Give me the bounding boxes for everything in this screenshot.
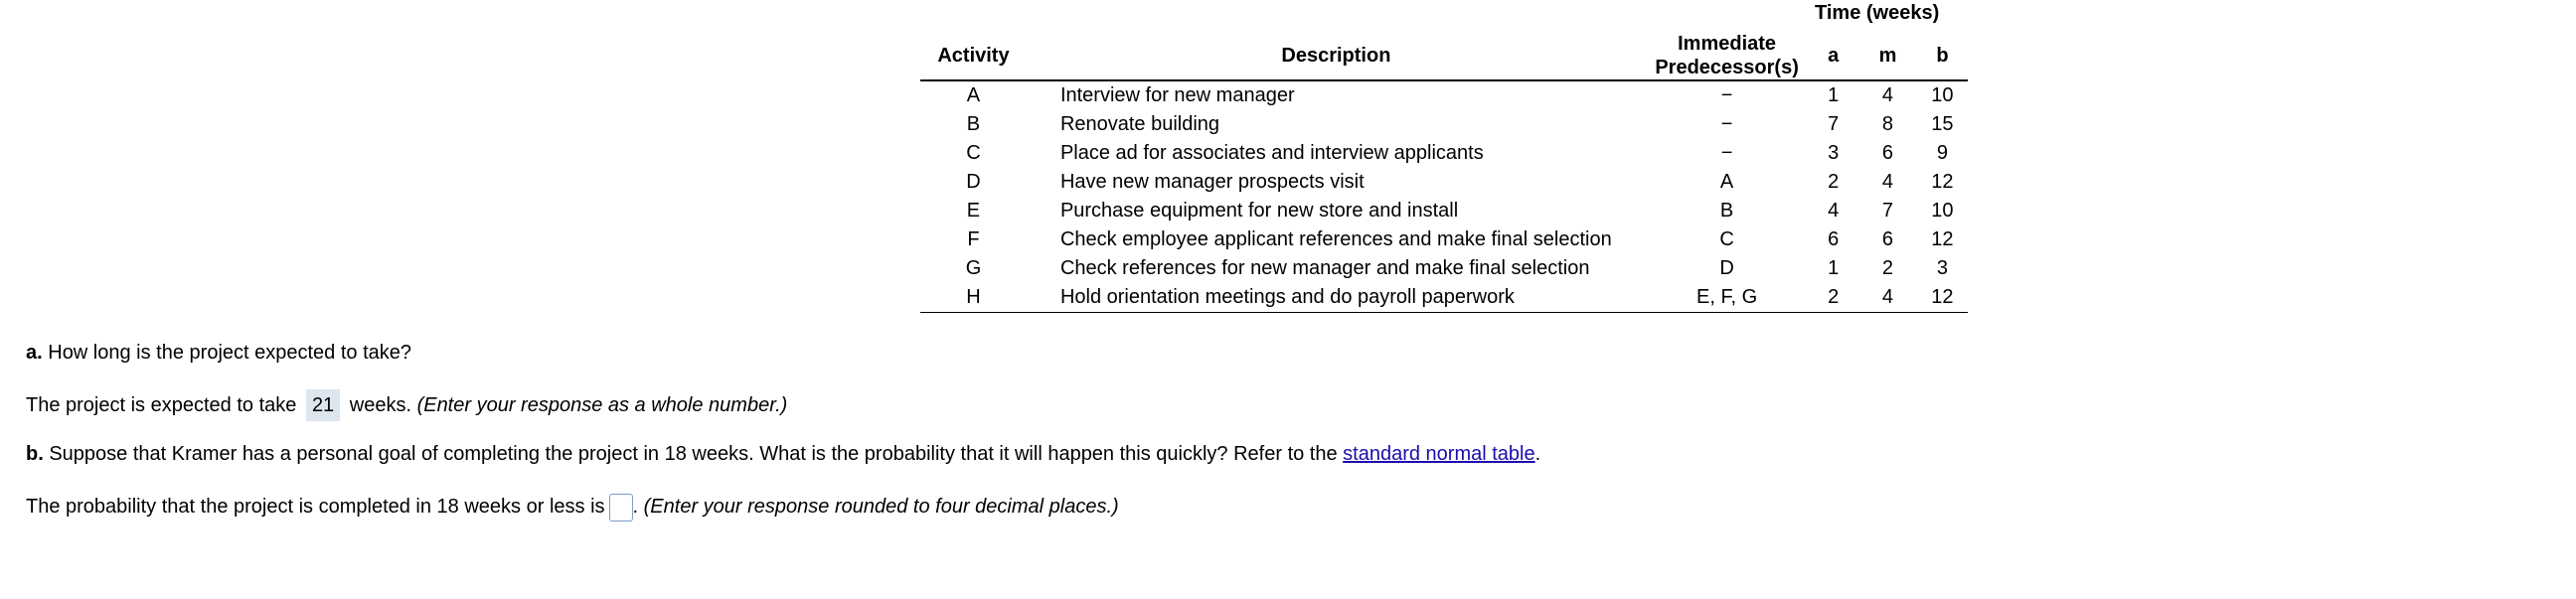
header-predecessor-line2: Predecessor(s) (1655, 57, 1799, 78)
cell-predecessor: − (1720, 84, 1733, 106)
header-m: m (1858, 32, 1917, 80)
time-weeks-header: Time (weeks) (1815, 2, 1940, 24)
table-row (920, 225, 1968, 254)
answer-b-hint: (Enter your response rounded to four decimal places.) (643, 496, 1119, 518)
cell-predecessor: E, F, G (1646, 283, 1808, 313)
cell-predecessor: A (1719, 171, 1734, 193)
header-predecessors (1646, 32, 1808, 80)
table-row (920, 254, 1968, 283)
answer-a-hint: (Enter your response as a whole number.) (416, 394, 788, 416)
cell-predecessor: B (1719, 200, 1734, 222)
cell-a: 3 (1828, 142, 1840, 164)
question-b-end: . (1534, 443, 1541, 465)
cell-activity: G (965, 257, 982, 279)
question-b-text: Suppose that Kramer has a personal goal of completing the project in 18 weeks. What is the probability that it will happen this quickly? Refer to the (43, 443, 1344, 465)
cell-m: 4 (1881, 171, 1894, 193)
answer-b-prefix: The probability that the project is completed in 18 weeks or less is (26, 496, 605, 518)
cell-description: Purchase equipment for new store and install (1059, 200, 1459, 222)
cell-a: 1 (1828, 84, 1840, 106)
cell-activity: C (966, 142, 981, 164)
cell-a: 1 (1828, 257, 1840, 279)
cell-predecessor: C (1719, 228, 1734, 250)
cell-a: 4 (1828, 200, 1840, 222)
cell-b: 12 (1917, 283, 1968, 313)
answer-a-value[interactable]: 21 (306, 389, 340, 421)
cell-activity: E (966, 200, 981, 222)
question-a-label: a. (26, 342, 43, 364)
cell-b: 10 (1931, 84, 1954, 106)
answer-b-suffix: . (632, 496, 639, 518)
table-row (920, 80, 1968, 110)
cell-description: Interview for new manager (1059, 84, 1295, 106)
cell-description: Have new manager prospects visit (1059, 171, 1365, 193)
cell-activity: A (966, 84, 981, 106)
question-b (26, 443, 1540, 466)
cell-m: 4 (1881, 84, 1894, 106)
cell-description: Renovate building (1059, 113, 1220, 135)
cell-predecessor: − (1720, 142, 1733, 164)
cell-m: 8 (1881, 113, 1894, 135)
question-b-label: b. (26, 443, 44, 465)
cell-b: 12 (1931, 228, 1954, 250)
header-predecessor-line1: Immediate (1678, 33, 1777, 55)
question-a-text: How long is the project expected to take? (42, 342, 412, 364)
cell-description: Check references for new manager and make final selection (1059, 257, 1590, 279)
answer-b-line (26, 491, 1119, 523)
cell-m: 2 (1881, 257, 1894, 279)
table-row (920, 139, 1968, 168)
cell-m: 6 (1881, 228, 1894, 250)
cell-b: 15 (1931, 113, 1954, 135)
cell-b: 10 (1931, 200, 1954, 222)
cell-m: 6 (1881, 142, 1894, 164)
cell-description: Place ad for associates and interview applicants (1059, 142, 1484, 164)
cell-m: 4 (1858, 283, 1917, 313)
cell-b: 12 (1931, 171, 1954, 193)
header-a: a (1808, 32, 1858, 80)
standard-normal-table-link[interactable]: standard normal table (1343, 443, 1535, 465)
answer-a-suffix: weeks. (349, 394, 411, 416)
question-a (26, 342, 411, 365)
cell-description: Check employee applicant references and make final selection (1059, 228, 1612, 250)
cell-activity: F (967, 228, 980, 250)
header-description: Description (1027, 32, 1646, 80)
answer-a-prefix: The project is expected to take (26, 394, 297, 416)
cell-activity: H (920, 283, 1027, 313)
table-header-row (920, 32, 1968, 80)
cell-predecessor: − (1720, 113, 1733, 135)
answer-a-line (26, 389, 787, 421)
table-row (920, 197, 1968, 225)
cell-a: 2 (1828, 171, 1840, 193)
table-row (920, 110, 1968, 139)
activity-table (920, 32, 1968, 313)
cell-predecessor: D (1719, 257, 1734, 279)
cell-a: 2 (1808, 283, 1858, 313)
cell-a: 6 (1828, 228, 1840, 250)
table-row (920, 283, 1968, 313)
cell-a: 7 (1828, 113, 1840, 135)
header-activity: Activity (920, 32, 1027, 80)
cell-activity: B (966, 113, 981, 135)
probability-input[interactable] (609, 494, 633, 522)
table-body (920, 80, 1968, 313)
table-row (920, 168, 1968, 197)
header-b: b (1917, 32, 1968, 80)
cell-description: Hold orientation meetings and do payroll paperwork (1027, 283, 1646, 313)
cell-activity: D (966, 171, 981, 193)
cell-b: 9 (1936, 142, 1948, 164)
cell-b: 3 (1936, 257, 1948, 279)
cell-m: 7 (1881, 200, 1894, 222)
